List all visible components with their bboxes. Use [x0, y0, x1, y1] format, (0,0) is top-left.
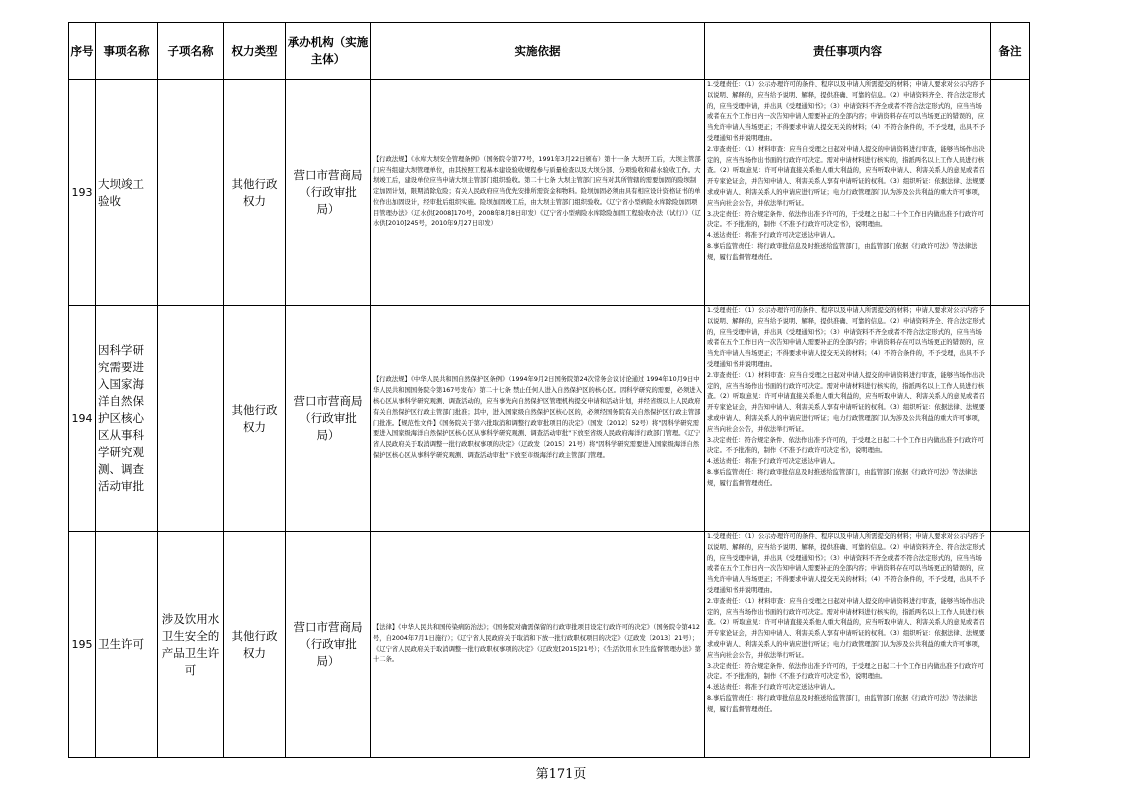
item-name: 因科学研究需要进入国家海洋自然保护区核心区从事科学研究观测、调查活动审批	[96, 306, 158, 532]
organization: 营口市营商局（行政审批局）	[286, 532, 371, 758]
header-num: 序号	[69, 23, 96, 80]
item-name: 卫生许可	[96, 532, 158, 758]
power-type: 其他行政权力	[224, 80, 286, 306]
responsibility-item: 4.送达责任：将准予行政许可决定送达申请人。	[707, 684, 839, 692]
power-type: 其他行政权力	[224, 532, 286, 758]
note	[991, 532, 1030, 758]
header-sub: 子项名称	[158, 23, 224, 80]
responsibility-content	[705, 80, 991, 306]
row-number: 193	[69, 80, 96, 306]
responsibility-item: 8.事后监管责任：将行政审批信息及时推送给监管部门，由监管部门依据《行政许可法》等法律法规，履行监督管理责任。	[707, 242, 978, 261]
responsibility-item: 2.审查责任：（1）材料审查：应当自受理之日起对申请人提交的申请资料进行审查，能够当场作出决定的，应当当场作出书面的行政许可决定。需对申请材料进行核实的，指派两名以上工作人员进行核查。（2）听取意见：许可申请直接关系他人重大利益的，应当听取申请人、利害关系人的意见或者召开专家论证会，并告知申请人、利害关系人享有申请听证的权利。（3）组织听证：依据法律、法规要求或申请人、利害关系人的申请应进行听证；电力行政管理部门认为涉及公共利益的重大许可事项，应当向社会公告，并依法举行听证。	[707, 145, 985, 207]
responsibility-item: 8.事后监管责任：将行政审批信息及时推送给监管部门，由监管部门依据《行政许可法》等法律法规，履行监督管理责任。	[707, 468, 978, 487]
header-type: 权力类型	[224, 23, 286, 80]
responsibility-item: 4.送达责任：将准予行政许可决定送达申请人。	[707, 232, 839, 240]
row-number: 194	[69, 306, 96, 532]
responsibility-item: 1.受理责任：（1）公示办理许可的条件、程序以及申请人所需提交的材料；申请人要求对公示内容予以说明、解释的，应当给予说明、解释，提供准确、可靠的信息。（2）申请资料齐全、符合法定形式的，应当受理申请，并出具《受理通知书》；（3）申请资料不齐全或者不符合法定形式的，应当当场或者在五个工作日内一次告知申请人需要补正的全部内容；申请资料存在可以当场更正的错误的，应当允许申请人当场更正；不得要求申请人提交无关的材料；（4）不符合条件的，不予受理，出具不予受理通知书并说明理由。	[707, 533, 985, 594]
header-name: 事项名称	[96, 23, 158, 80]
responsibility-item: 8.事后监管责任：将行政审批信息及时推送给监管部门，由监管部门依据《行政许可法》等法律法规，履行监督管理责任。	[707, 694, 978, 713]
header-org: 承办机构（实施主体）	[286, 23, 371, 80]
responsibility-item: 1.受理责任：（1）公示办理许可的条件、程序以及申请人所需提交的材料；申请人要求对公示内容予以说明、解释的，应当给予说明、解释，提供准确、可靠的信息。（2）申请资料齐全、符合法定形式的，应当受理申请，并出具《受理通知书》；（3）申请资料不齐全或者不符合法定形式的，应当当场或者在五个工作日内一次告知申请人需要补正的全部内容；申请资料存在可以当场更正的错误的，应当允许申请人当场更正；不得要求申请人提交无关的材料；（4）不符合条件的，不予受理，出具不予受理通知书并说明理由。	[707, 81, 985, 142]
header-resp: 责任事项内容	[705, 23, 991, 80]
responsibility-content	[705, 306, 991, 532]
responsibility-item: 2.审查责任：（1）材料审查：应当自受理之日起对申请人提交的申请资料进行审查，能够当场作出决定的，应当当场作出书面的行政许可决定。需对申请材料进行核实的，指派两名以上工作人员进行核查。（2）听取意见：许可申请直接关系他人重大利益的，应当听取申请人、利害关系人的意见或者召开专家论证会，并告知申请人、利害关系人享有申请听证的权利。（3）组织听证：依据法律、法规要求或申请人、利害关系人的申请应进行听证；电力行政管理部门认为涉及公共利益的重大许可事项，应当向社会公告，并依法举行听证。	[707, 597, 985, 659]
responsibility-item: 4.送达责任：将准予行政许可决定送达申请人。	[707, 458, 839, 466]
responsibility-item: 1.受理责任：（1）公示办理许可的条件、程序以及申请人所需提交的材料；申请人要求对公示内容予以说明、解释的，应当给予说明、解释，提供准确、可靠的信息。（2）申请资料齐全、符合法定形式的，应当受理申请，并出具《受理通知书》；（3）申请资料不齐全或者不符合法定形式的，应当当场或者在五个工作日内一次告知申请人需要补正的全部内容；申请资料存在可以当场更正的错误的，应当允许申请人当场更正；不得要求申请人提交无关的材料；（4）不符合条件的，不予受理，出具不予受理通知书并说明理由。	[707, 307, 985, 368]
page-number: 第171页	[535, 767, 587, 782]
table-header-row	[69, 23, 1030, 80]
responsibility-content	[705, 532, 991, 758]
note	[991, 80, 1030, 306]
legal-basis: 【法律】《中华人民共和国传染病防治法》；《国务院对确需保留的行政审批项目设定行政许可的决定》（国务院令第412号，自2004年7月1日施行）；《辽宁省人民政府关于取消和下放一批行政职权项目的决定》（辽政发〔2013〕21号）；《辽宁省人民政府关于取消调整一批行政职权事项的决定》（辽政发[2015]21号）；《生活饮用水卫生监督管理办法》第十二条。	[371, 532, 705, 758]
organization: 营口市营商局（行政审批局）	[286, 80, 371, 306]
sub-item-name	[158, 306, 224, 532]
responsibility-item: 3.决定责任：符合规定条件、依法作出准予许可的，于受理之日起二十个工作日内做出准予行政许可决定。不予批准的，制作《不准予行政许可决定书》，说明理由。	[707, 436, 984, 455]
header-note: 备注	[991, 23, 1030, 80]
table-row	[69, 532, 1030, 758]
responsibility-item: 3.决定责任：符合规定条件、依法作出准予许可的，于受理之日起二十个工作日内做出准予行政许可决定。不予批准的，制作《不准予行政许可决定书》，说明理由。	[707, 210, 984, 229]
responsibility-item: 2.审查责任：（1）材料审查：应当自受理之日起对申请人提交的申请资料进行审查，能够当场作出决定的，应当当场作出书面的行政许可决定。需对申请材料进行核实的，指派两名以上工作人员进行核查。（2）听取意见：许可申请直接关系他人重大利益的，应当听取申请人、利害关系人的意见或者召开专家论证会，并告知申请人、利害关系人享有申请听证的权利。（3）组织听证：依据法律、法规要求或申请人、利害关系人的申请应进行听证；电力行政管理部门认为涉及公共利益的重大许可事项，应当向社会公告，并依法举行听证。	[707, 371, 985, 433]
note	[991, 306, 1030, 532]
sub-item-name	[158, 80, 224, 306]
power-type: 其他行政权力	[224, 306, 286, 532]
power-list-table	[68, 22, 1030, 758]
legal-basis: 【行政法规】《水库大坝安全管理条例》（国务院令第77号，1991年3月22日颁布）第十一条 大坝开工后，大坝主管部门应当组建大坝管理单位，由其按照工程基本建设验收规程参与质量检查以及大坝分部、分项验收和蓄水验收工作。大坝竣工后，建设单位应当申请大坝主管部门组织验收。第二十七条 大坝主管部门应当对其所管辖的需要加固的险坝制定加固计划，限期消除危险；有关人民政府应当优先安排所需资金和物料。险坝加固必须由具有相应设计资格证书的单位作出加固设计，经审批后组织实施。险坝加固竣工后，由大坝主管部门组织验收。《辽宁省小型病险水库除险加固项目管理办法》（辽水供[2008]170号，2008年8月8日印发）《辽宁省小型病险水库除险加固工程验收办法（试行）》（辽水供[2010]245号，2010年9月27日印发）	[371, 80, 705, 306]
table-row	[69, 80, 1030, 306]
responsibility-item: 3.决定责任：符合规定条件、依法作出准予许可的，于受理之日起二十个工作日内做出准予行政许可决定。不予批准的，制作《不准予行政许可决定书》，说明理由。	[707, 662, 984, 681]
sub-item-name: 涉及饮用水卫生安全的产品卫生许可	[158, 532, 224, 758]
legal-basis: 【行政法规】《中华人民共和国自然保护区条例》（1994年9月2日国务院第24次常务会议讨论通过 1994年10月9日中华人民共和国国务院令第167号发布）第二十七条 禁止任何人进入自然保护区的核心区。因科学研究的需要，必须进入核心区从事科学研究观测、调查活动的，应当事先向自然保护区管理机构提交申请和活动计划，并经省级以上人民政府有关自然保护区行政主管部门批准；其中，进入国家级自然保护区核心区的，必须经国务院有关自然保护区行政主管部门批准。【规范性文件】《国务院关于第六批取消和调整行政审批项目的决定》（国发〔2012〕52号）将"因科学研究需要进入国家级海洋自然保护区核心区从事科学研究观测、调查活动审批"下放至省级人民政府海洋行政部门管理。《辽宁省人民政府关于取消调整一批行政职权事项的决定》（辽政发〔2015〕21号）将"因科学研究需要进入国家级海洋自然保护区核心区从事科学研究观测、调查活动审批"下放至市级海洋行政主管部门管理。	[371, 306, 705, 532]
organization: 营口市营商局（行政审批局）	[286, 306, 371, 532]
header-basis: 实施依据	[371, 23, 705, 80]
table-row	[69, 306, 1030, 532]
row-number: 195	[69, 532, 96, 758]
item-name: 大坝竣工验收	[96, 80, 158, 306]
